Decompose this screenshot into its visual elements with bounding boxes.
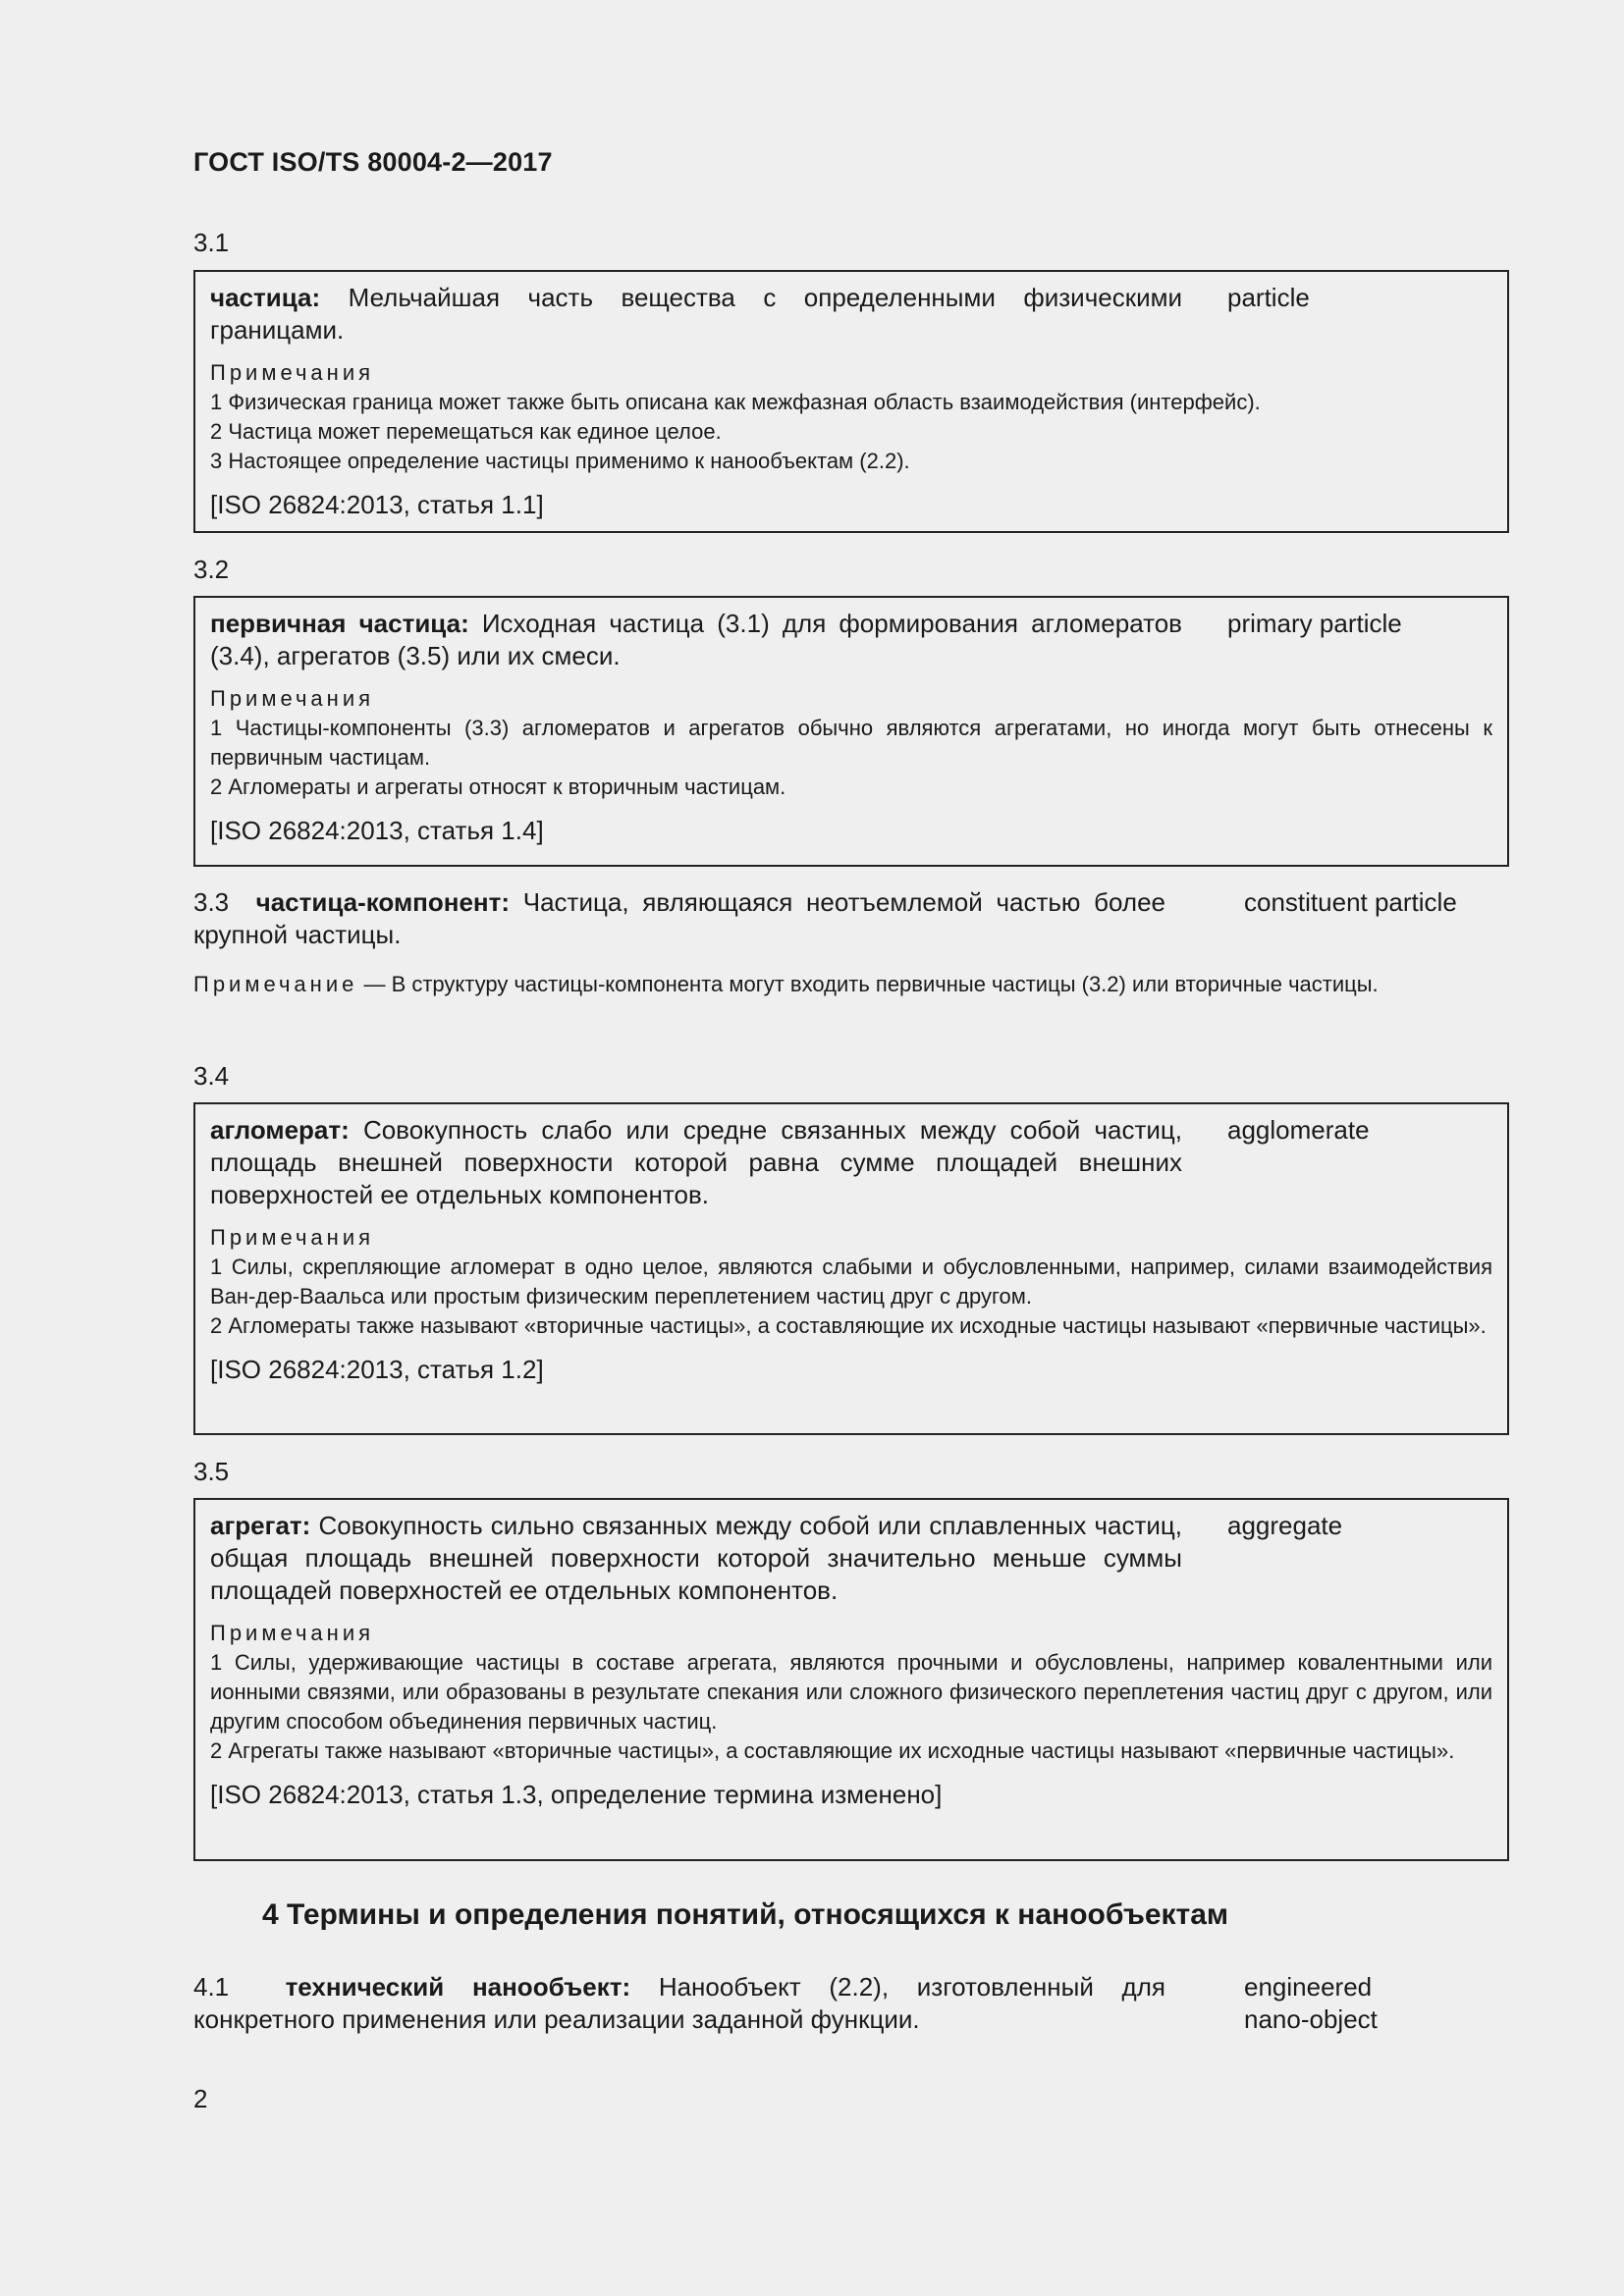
term-name: частица-компонент: — [255, 887, 511, 917]
term-definition — [193, 1971, 1165, 2036]
definition-text: Мельчайшая часть вещества с определенными физическими границами. — [210, 283, 1182, 345]
definition-text: Нанообъект (2.2), изготовленный для конкретного применения или реализации заданной функции. — [193, 1972, 1165, 2034]
definition-text: Совокупность слабо или средне связанных между собой частиц, площадь внешней поверхности которой равна сумме площадей внешних поверхностей ее отдельных компонентов. — [210, 1115, 1182, 1209]
term-definition — [193, 886, 1165, 951]
section-number: 3.5 — [193, 1457, 230, 1486]
term-box-primary-particle — [193, 596, 1509, 867]
notes-block — [210, 358, 1492, 476]
term-name: первичная частица: — [210, 609, 469, 638]
source-reference: [ISO 26824:2013, статья 1.3, определение термина изменено] — [210, 1780, 943, 1809]
note-item: 2 Агломераты также называют «вторичные частицы», а составляющие их исходные частицы называют «первичные частицы». — [210, 1313, 1487, 1338]
section-number: 3.4 — [193, 1061, 230, 1091]
notes-block — [210, 684, 1492, 802]
term-name: агломерат: — [210, 1115, 350, 1145]
note-item: 1 Физическая граница может также быть описана как межфазная область взаимодействия (интерфейс). — [210, 390, 1261, 414]
note-item: 2 Частица может перемещаться как единое целое. — [210, 419, 722, 444]
notes-heading: Примечания — [210, 1225, 375, 1250]
definition-text: Исходная частица (3.1) для формирования агломератов (3.4), агрегатов (3.5) или их смеси. — [210, 609, 1182, 670]
note-text: — В структуру частицы-компонента могут входить первичные частицы (3.2) или вторичные частицы. — [357, 972, 1379, 996]
english-term: aggregate — [1227, 1511, 1343, 1540]
note-paragraph — [193, 970, 1509, 999]
term-entry-constituent-particle — [193, 886, 1509, 951]
section-number: 3.3 — [193, 887, 230, 917]
term-definition — [210, 1114, 1182, 1211]
definition-text: Совокупность сильно связанных между собой или сплавленных частиц, общая площадь внешней поверхности которой значительно меньше суммы площадей поверхностей ее отдельных компонентов. — [210, 1511, 1182, 1605]
page-number: 2 — [193, 2084, 208, 2113]
term-definition — [210, 1510, 1182, 1607]
english-term: agglomerate — [1227, 1115, 1370, 1145]
note-item: 1 Частицы-компоненты (3.3) агломератов и агрегатов обычно являются агрегатами, но иногда могут быть отнесены к первичным частицам. — [210, 716, 1492, 770]
section-number: 3.1 — [193, 228, 230, 257]
notes-block — [210, 1619, 1492, 1766]
english-term: particle — [1227, 283, 1310, 312]
term-name: частица: — [210, 283, 321, 312]
notes-heading: Примечания — [210, 1621, 375, 1645]
notes-heading: Примечания — [210, 360, 375, 385]
notes-block — [210, 1223, 1492, 1341]
english-term-line: engineered — [1244, 1972, 1373, 2002]
section-number: 3.2 — [193, 555, 230, 584]
term-definition — [210, 608, 1182, 672]
term-box-particle — [193, 270, 1509, 533]
english-term: primary particle — [1227, 609, 1402, 638]
notes-heading: Примечания — [210, 686, 375, 711]
source-reference: [ISO 26824:2013, статья 1.4] — [210, 816, 544, 845]
term-name: технический нанообъект: — [285, 1972, 631, 2002]
english-term: constituent particle — [1244, 887, 1457, 917]
term-box-agglomerate — [193, 1102, 1509, 1435]
definition-text: Частица, являющаяся неотъемлемой частью более крупной частицы. — [193, 887, 1165, 949]
note-item: 2 Агломераты и агрегаты относят к вторичным частицам. — [210, 774, 786, 799]
english-term-line: nano-object — [1244, 2004, 1378, 2034]
term-name: агрегат: — [210, 1511, 311, 1540]
note-item: 2 Агрегаты также называют «вторичные частицы», а составляющие их исходные частицы называют «первичные частицы». — [210, 1738, 1455, 1763]
source-reference: [ISO 26824:2013, статья 1.1] — [210, 490, 544, 519]
note-heading: Примечание — [193, 972, 358, 996]
note-item: 1 Силы, скрепляющие агломерат в одно целое, являются слабыми и обусловленными, например, силами взаимодействия Ван-дер-Ваальса или простым физическим переплетением частиц друг с другом. — [210, 1255, 1492, 1308]
term-entry-engineered-nano-object — [193, 1971, 1509, 2036]
note-item: 1 Силы, удерживающие частицы в составе агрегата, являются прочными и обусловлены, например ковалентными или ионными связями, или образованы в результате спекания или сложного физического переплетения частиц друг с другом, или другим способом объединения первичных частиц. — [210, 1650, 1492, 1734]
section-number: 4.1 — [193, 1972, 230, 2002]
term-box-aggregate — [193, 1498, 1509, 1861]
english-term — [1244, 1971, 1509, 2036]
term-definition — [210, 282, 1182, 347]
chapter-heading: 4 Термины и определения понятий, относящихся к нанообъектам — [262, 1898, 1229, 1931]
note-item: 3 Настоящее определение частицы применимо к нанообъектам (2.2). — [210, 449, 910, 473]
source-reference: [ISO 26824:2013, статья 1.2] — [210, 1355, 544, 1384]
document-header: ГОСТ ISO/TS 80004-2—2017 — [193, 147, 553, 177]
